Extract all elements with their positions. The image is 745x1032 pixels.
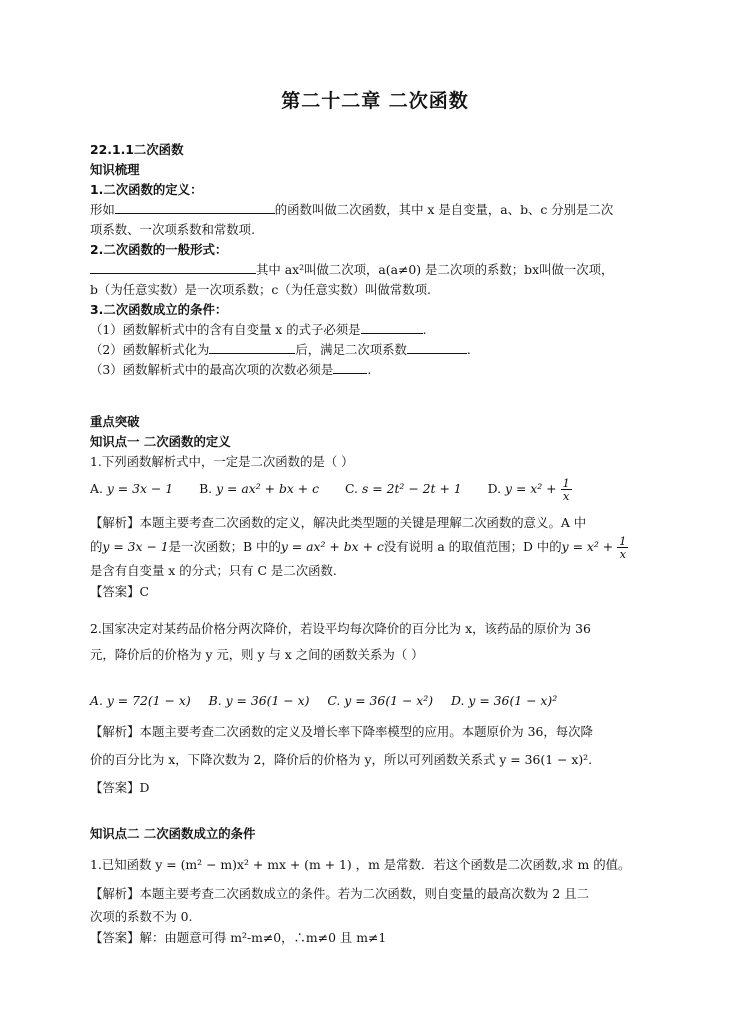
condition-2-blank-2[interactable] bbox=[407, 341, 467, 354]
analysis-fraction bbox=[617, 535, 628, 560]
question-2-options bbox=[90, 688, 660, 714]
knowledge-subheading: 知识梳理 bbox=[90, 162, 140, 177]
definition-blank[interactable] bbox=[115, 201, 275, 214]
condition-2-text: （2）函数解析式化为 bbox=[90, 342, 210, 357]
question-2-line-2: 元，降价后的价格为 y 元，则 y 与 x 之间的函数关系为（ ） bbox=[90, 647, 424, 662]
question-2-line-1: 2.国家决定对某药品价格分两次降价，若设平均每次降价的百分比为 x，该药品的原价为 36 bbox=[90, 621, 591, 636]
knowledge-point-2-block bbox=[90, 824, 660, 844]
answer-3: 【答案】解：由题意可得 m²-m≠0，∴m≠0 且 m≠1 bbox=[90, 930, 387, 945]
fraction-denominator: x bbox=[619, 547, 627, 561]
question-2 bbox=[90, 616, 660, 668]
condition-1-blank[interactable] bbox=[361, 321, 423, 334]
option-d[interactable]: D. y = 36(1 − x)² bbox=[451, 693, 558, 708]
fraction-denominator: x bbox=[562, 489, 570, 503]
option-d[interactable] bbox=[488, 476, 572, 502]
option-c-label: C. bbox=[345, 481, 358, 496]
condition-3 bbox=[90, 360, 660, 380]
analysis-expression-1: y = 3x − 1 bbox=[102, 539, 169, 554]
question-1-options bbox=[90, 476, 660, 502]
condition-1 bbox=[90, 320, 660, 340]
section-knowledge bbox=[90, 140, 660, 380]
definition-line-2: 项系数、一次项系数和常数项. bbox=[90, 222, 256, 237]
condition-3-text: （3）函数解析式中的最高次项的次数必须是 bbox=[90, 362, 334, 377]
condition-2-mid: 后，满足二次项系数 bbox=[295, 342, 407, 357]
fraction-numerator: 1 bbox=[619, 534, 627, 548]
analysis-2-line-2: 价的百分比为 x，下降次数为 2，降价后的价格为 y，所以可列函数关系式 y = 36(1 − x)². bbox=[90, 752, 593, 767]
option-a[interactable]: A. y = 72(1 − x) bbox=[90, 693, 191, 708]
option-a-expression: y = 3x − 1 bbox=[106, 481, 174, 496]
answer-2: 【答案】D bbox=[90, 780, 150, 795]
conditions-label: 3.二次函数成立的条件： bbox=[90, 302, 228, 317]
condition-1-text: （1）函数解析式中的含有自变量 x 的式子必须是 bbox=[90, 322, 361, 337]
condition-2-end: . bbox=[466, 342, 471, 357]
definition-label: 1.二次函数的定义： bbox=[90, 182, 203, 197]
analysis-2-line-1: 【解析】本题主要考查二次函数的定义及增长率下降率模型的应用。本题原价为 36，每次降 bbox=[90, 724, 593, 739]
fraction-numerator: 1 bbox=[562, 476, 570, 490]
condition-1-end: . bbox=[422, 322, 427, 337]
option-d-label: D. bbox=[487, 481, 502, 496]
condition-3-blank[interactable] bbox=[333, 361, 367, 374]
analysis-expression-3: y = x² + bbox=[561, 539, 614, 554]
analysis-1-line-1: 【解析】本题主要考查二次函数的定义，解决此类型题的关键是理解二次函数的意义。A 中 bbox=[90, 515, 587, 530]
section-heading: 22.1.1二次函数 bbox=[90, 142, 184, 157]
answer-1: 【答案】C bbox=[90, 584, 150, 599]
general-form-line-2: b（为任意实数）是一次项系数；c（为任意实数）叫做常数项. bbox=[90, 282, 431, 297]
general-form-line bbox=[90, 260, 660, 280]
option-a[interactable] bbox=[90, 476, 173, 502]
general-form-label: 2.二次函数的一般形式： bbox=[90, 242, 228, 257]
general-form-blank[interactable] bbox=[90, 261, 256, 274]
focus-heading: 重点突破 bbox=[90, 414, 140, 429]
question-3-text: 1.已知函数 y = (m² − m)x² + mx + (m + 1) ，m 是常数．若这个函数是二次函数,求 m 的值。 bbox=[90, 857, 631, 872]
knowledge-point-1: 知识点一 二次函数的定义 bbox=[90, 434, 231, 449]
section-focus bbox=[90, 412, 660, 472]
condition-2-blank-1[interactable] bbox=[209, 341, 295, 354]
option-b-expression: y = ax² + bx + c bbox=[216, 481, 320, 496]
analysis-1-line-3: 是含有自变量 x 的分式；只有 C 是二次函数. bbox=[90, 563, 337, 578]
general-form-post: 其中 ax²叫做二次项，a(a≠0) 是二次项的系数；bx叫做一次项， bbox=[256, 262, 614, 277]
knowledge-point-2: 知识点二 二次函数成立的条件 bbox=[90, 826, 256, 841]
analysis-3-line-1: 【解析】本题主要考查二次函数成立的条件。若为二次函数，则自变量的最高次数为 2 且二 bbox=[90, 886, 589, 901]
question-3 bbox=[90, 852, 660, 948]
question-1: 1.下列函数解析式中，一定是二次函数的是（ ） bbox=[90, 454, 354, 469]
analysis-text: 的 bbox=[90, 539, 103, 554]
question-1-analysis bbox=[90, 512, 660, 602]
analysis-text: 是一次函数；B 中的 bbox=[168, 539, 281, 554]
definition-line bbox=[90, 200, 660, 220]
option-c[interactable] bbox=[345, 476, 462, 502]
option-b-label: B. bbox=[199, 481, 213, 496]
chapter-title: 第二十二章 二次函数 bbox=[281, 90, 469, 112]
analysis-3-line-2: 次项的系数不为 0. bbox=[90, 909, 193, 924]
analysis-expression-2: y = ax² + bx + c bbox=[280, 539, 384, 554]
option-c-expression: s = 2t² − 2t + 1 bbox=[361, 481, 462, 496]
option-b[interactable]: B. y = 36(1 − x) bbox=[208, 693, 310, 708]
option-a-label: A. bbox=[90, 481, 103, 496]
condition-3-end: . bbox=[367, 362, 372, 377]
analysis-text: 没有说明 a 的取值范围；D 中的 bbox=[383, 539, 562, 554]
condition-2 bbox=[90, 340, 660, 360]
option-c[interactable]: C. y = 36(1 − x²) bbox=[327, 693, 434, 708]
option-d-fraction bbox=[561, 477, 572, 502]
definition-pre: 形如 bbox=[90, 202, 115, 217]
option-d-expression: y = x² + bbox=[505, 481, 557, 496]
definition-post: 的函数叫做二次函数，其中 x 是自变量，a、b、c 分别是二次 bbox=[274, 202, 614, 217]
analysis-1-line-2 bbox=[90, 534, 660, 560]
question-2-analysis bbox=[90, 718, 660, 802]
option-b[interactable] bbox=[199, 476, 319, 502]
